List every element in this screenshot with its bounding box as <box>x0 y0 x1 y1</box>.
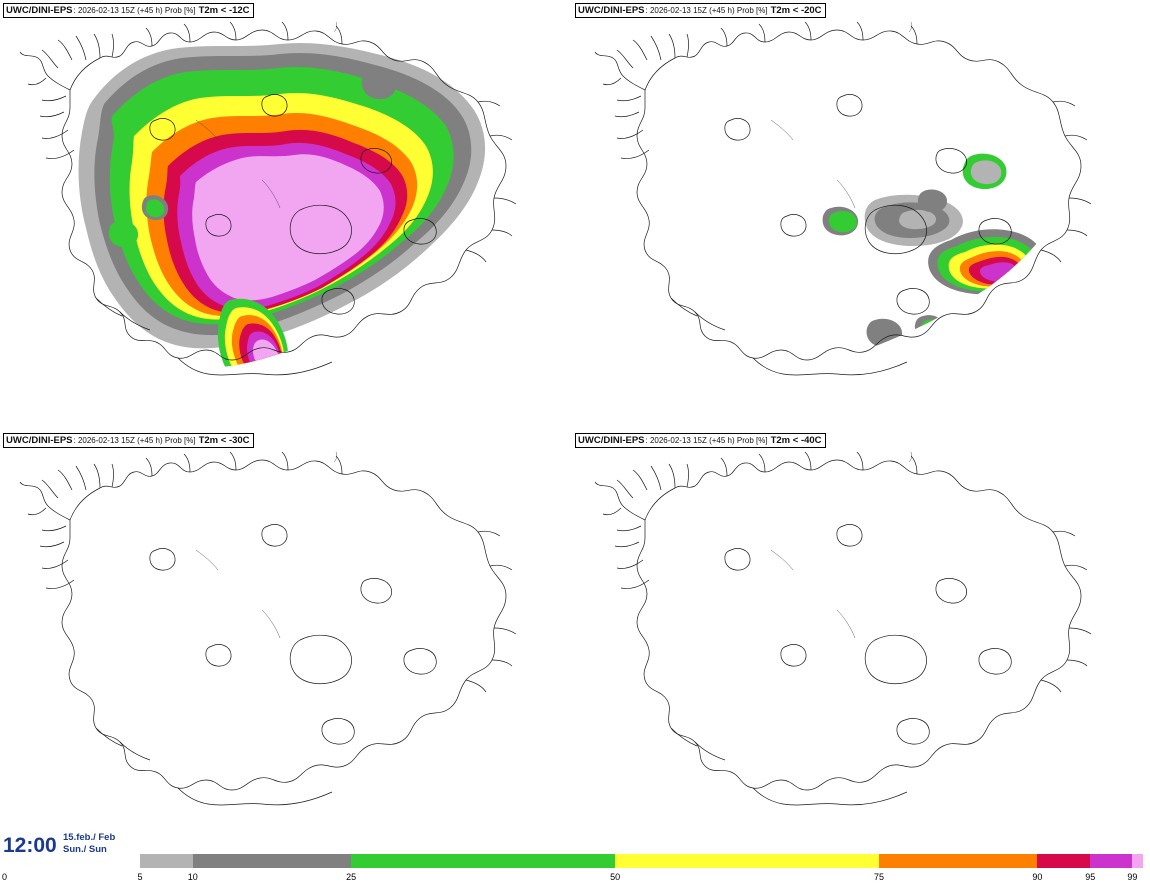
valid-date-line2: Sun./ Sun <box>63 844 107 855</box>
panel-variable-label: T2m < -40C <box>770 435 822 446</box>
panel-run-label: : 2026-02-13 15Z (+45 h) Prob [%] <box>73 436 196 445</box>
colorbar-tick-25: 25 <box>346 872 357 882</box>
iceland-coastline <box>595 22 1091 375</box>
colorbar-tick-labels <box>137 872 1143 884</box>
colorbar-tick-99: 99 <box>1127 872 1138 882</box>
colorbar-segment-25-50 <box>351 854 615 868</box>
interior-detail <box>771 22 912 208</box>
map-canvas-t2m-lt-30 <box>0 430 575 860</box>
valid-date-line1: 15.feb./ Feb <box>63 832 116 843</box>
map-panel-t2m-lt-40[interactable] <box>575 430 1150 860</box>
colorbar-segment-95-99 <box>1090 854 1132 868</box>
colorbar-tick-50: 50 <box>610 872 621 882</box>
panel-run-label: : 2026-02-13 15Z (+45 h) Prob [%] <box>73 6 196 15</box>
colorbar-gradient <box>140 854 1143 868</box>
interior-detail <box>196 452 337 638</box>
panel-model-label: UWC/DINI-EPS <box>6 435 73 446</box>
footer-legend-bar <box>0 826 1150 891</box>
panel-title-t2m-lt-20 <box>575 3 826 18</box>
colorbar-segment-5-10 <box>140 854 193 868</box>
panel-title-t2m-lt-12 <box>3 3 254 18</box>
colorbar-tick-5: 5 <box>137 872 143 882</box>
iceland-coastline <box>595 452 1091 805</box>
valid-time: 12:00 <box>3 834 57 857</box>
colorbar-zero-label: 0 <box>2 872 8 882</box>
map-panel-t2m-lt-20[interactable] <box>575 0 1150 430</box>
colorbar-tick-75: 75 <box>874 872 885 882</box>
colorbar-segment-50-75 <box>615 854 879 868</box>
colorbar-segment-99-100 <box>1132 854 1143 868</box>
panel-title-t2m-lt-30 <box>3 433 254 448</box>
iceland-coastline <box>20 452 516 805</box>
colorbar-segment-75-90 <box>879 854 1037 868</box>
map-panel-t2m-lt-30[interactable] <box>0 430 575 860</box>
interior-detail <box>771 452 912 638</box>
probability-colorbar[interactable] <box>137 854 1143 882</box>
map-panel-t2m-lt-12[interactable] <box>0 0 575 430</box>
panel-run-label: : 2026-02-13 15Z (+45 h) Prob [%] <box>645 6 768 15</box>
map-canvas-t2m-lt-20 <box>575 0 1150 430</box>
panel-title-t2m-lt-40 <box>575 433 826 448</box>
panel-run-label: : 2026-02-13 15Z (+45 h) Prob [%] <box>645 436 768 445</box>
colorbar-segment-90-95 <box>1037 854 1090 868</box>
colorbar-tick-10: 10 <box>187 872 198 882</box>
panel-model-label: UWC/DINI-EPS <box>578 5 645 16</box>
probability-shading-t2m-lt-20 <box>823 154 1044 348</box>
panel-variable-label: T2m < -20C <box>770 5 822 16</box>
map-canvas-t2m-lt-40 <box>575 430 1150 860</box>
colorbar-tick-90: 90 <box>1032 872 1043 882</box>
map-canvas-t2m-lt-12 <box>0 0 575 430</box>
panel-variable-label: T2m < -12C <box>198 5 250 16</box>
panel-variable-label: T2m < -30C <box>198 435 250 446</box>
panel-model-label: UWC/DINI-EPS <box>6 5 73 16</box>
valid-date <box>63 832 115 856</box>
panel-model-label: UWC/DINI-EPS <box>578 435 645 446</box>
probability-shading-t2m-lt-12 <box>31 43 485 396</box>
colorbar-tick-95: 95 <box>1085 872 1096 882</box>
colorbar-segment-10-25 <box>193 854 351 868</box>
